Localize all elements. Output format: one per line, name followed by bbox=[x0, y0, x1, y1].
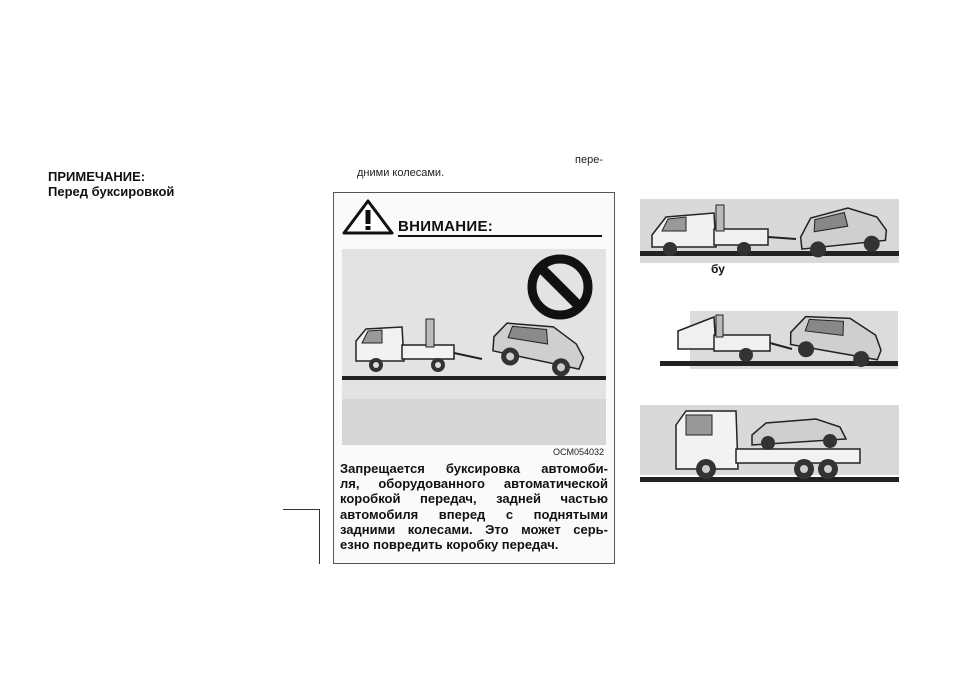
warning-line: Запрещается буксировка автомоби- bbox=[340, 461, 608, 476]
warning-text bbox=[340, 461, 608, 552]
warning-title-rule bbox=[398, 235, 602, 237]
note-heading: ПРИМЕЧАНИЕ: bbox=[48, 169, 146, 184]
text-fragment-top-right: пере- bbox=[575, 154, 603, 166]
warning-box bbox=[333, 192, 615, 564]
note-subheading: Перед буксировкой bbox=[48, 184, 175, 199]
wheel-lift-tow-truck-illustration bbox=[640, 199, 899, 263]
image-code: OCM054032 bbox=[552, 447, 604, 457]
warning-line: задними колесами. Это может серь- bbox=[340, 521, 608, 537]
warning-header bbox=[342, 199, 602, 235]
wheel-lift-front-tow-illustration bbox=[660, 311, 898, 375]
prohibited-towing-illustration bbox=[342, 249, 606, 445]
warning-title: ВНИМАНИЕ: bbox=[398, 218, 494, 235]
callout-leader-line bbox=[283, 509, 320, 564]
label-fragment: бу bbox=[711, 262, 725, 276]
warning-line: коробкой передач, задней частью bbox=[340, 491, 608, 507]
warning-line: ля, оборудованного автоматической bbox=[340, 476, 608, 492]
warning-line: езно повредить коробку передач. bbox=[340, 537, 559, 553]
note-block bbox=[48, 169, 174, 199]
flatbed-truck-illustration bbox=[640, 405, 899, 490]
warning-line: автомобиля вперед с поднятыми bbox=[340, 506, 608, 522]
text-fragment-top-left: дними колесами. bbox=[357, 167, 445, 179]
warning-triangle-icon bbox=[342, 199, 394, 235]
